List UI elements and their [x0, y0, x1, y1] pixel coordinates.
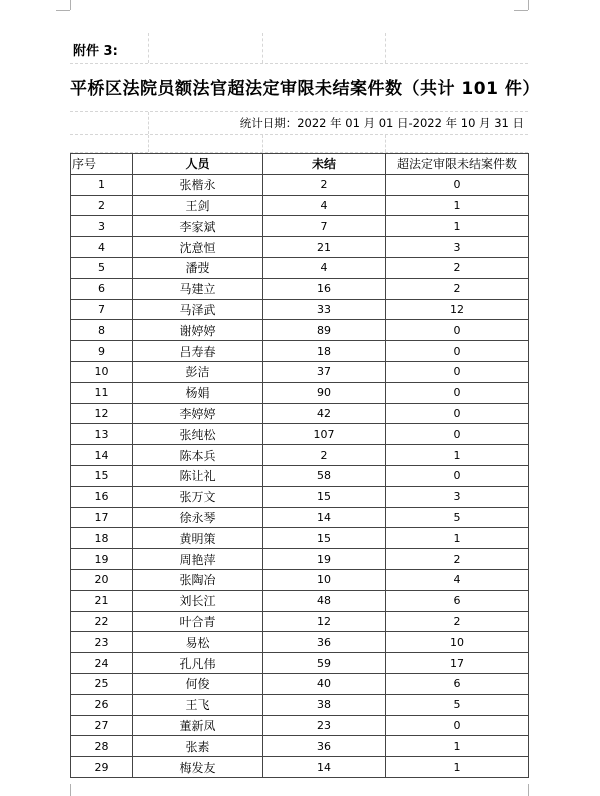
cell-name: 李婷婷: [133, 403, 263, 424]
cell-name: 张楷永: [133, 174, 263, 195]
table-row: [71, 673, 529, 694]
cell-overdue: 6: [386, 590, 529, 611]
table-row: [71, 195, 529, 216]
grid-line: [385, 33, 386, 63]
cell-no: 14: [71, 445, 133, 466]
table-row: [71, 424, 529, 445]
table-row: [71, 632, 529, 653]
cell-name: 陈让礼: [133, 465, 263, 486]
cell-pending: 23: [263, 715, 386, 736]
cell-no: 23: [71, 632, 133, 653]
cell-no: 12: [71, 403, 133, 424]
cell-name: 张万文: [133, 486, 263, 507]
col-header-pending: 未结: [263, 154, 386, 175]
cell-overdue: 5: [386, 507, 529, 528]
page-corner-mark: [528, 0, 543, 10]
cell-name: 刘长江: [133, 590, 263, 611]
cell-overdue: 0: [386, 320, 529, 341]
table-row: [71, 465, 529, 486]
cell-name: 杨娟: [133, 382, 263, 403]
cell-name: 谢婷婷: [133, 320, 263, 341]
table-row: [71, 237, 529, 258]
cell-pending: 90: [263, 382, 386, 403]
cell-name: 董新凤: [133, 715, 263, 736]
cell-no: 3: [71, 216, 133, 237]
table-row: [71, 299, 529, 320]
table-row: [71, 528, 529, 549]
cell-pending: 42: [263, 403, 386, 424]
cell-no: 7: [71, 299, 133, 320]
cell-name: 梅发友: [133, 757, 263, 778]
page-corner-mark: [56, 0, 71, 10]
cell-no: 18: [71, 528, 133, 549]
cell-name: 吕寿春: [133, 341, 263, 362]
cell-overdue: 0: [386, 361, 529, 382]
cell-no: 10: [71, 361, 133, 382]
cell-overdue: 1: [386, 736, 529, 757]
cell-pending: 40: [263, 673, 386, 694]
cell-pending: 16: [263, 278, 386, 299]
cell-pending: 14: [263, 507, 386, 528]
cell-pending: 58: [263, 465, 386, 486]
cell-no: 25: [71, 673, 133, 694]
title-row: [70, 64, 540, 112]
cell-overdue: 6: [386, 673, 529, 694]
table-row: [71, 341, 529, 362]
cell-name: 马泽武: [133, 299, 263, 320]
table-row: [71, 507, 529, 528]
cell-name: 彭洁: [133, 361, 263, 382]
col-header-overdue: 超法定审限未结案件数: [386, 154, 529, 175]
table-row: [71, 216, 529, 237]
cell-no: 21: [71, 590, 133, 611]
cell-no: 13: [71, 424, 133, 445]
cell-pending: 2: [263, 174, 386, 195]
cell-name: 张陶冶: [133, 569, 263, 590]
cell-pending: 18: [263, 341, 386, 362]
cell-pending: 107: [263, 424, 386, 445]
cell-no: 28: [71, 736, 133, 757]
grid-line: [385, 135, 386, 152]
cell-name: 王飞: [133, 694, 263, 715]
grid-line: [262, 33, 263, 63]
table-row: [71, 403, 529, 424]
cell-pending: 15: [263, 528, 386, 549]
cell-overdue: 2: [386, 257, 529, 278]
case-table: [70, 153, 529, 778]
cell-pending: 2: [263, 445, 386, 466]
cell-name: 徐永琴: [133, 507, 263, 528]
cell-no: 4: [71, 237, 133, 258]
grid-line: [262, 135, 263, 152]
grid-line: [148, 135, 149, 152]
cell-name: 黄明策: [133, 528, 263, 549]
table-row: [71, 736, 529, 757]
cell-name: 孔凡伟: [133, 653, 263, 674]
page-corner-mark: [56, 784, 71, 796]
cell-overdue: 2: [386, 549, 529, 570]
cell-pending: 48: [263, 590, 386, 611]
cell-no: 1: [71, 174, 133, 195]
cell-no: 19: [71, 549, 133, 570]
cell-pending: 14: [263, 757, 386, 778]
table-row: [71, 653, 529, 674]
cell-no: 11: [71, 382, 133, 403]
col-header-no: 序号: [71, 154, 133, 175]
cell-name: 李家斌: [133, 216, 263, 237]
cell-overdue: 0: [386, 382, 529, 403]
cell-no: 6: [71, 278, 133, 299]
cell-overdue: 2: [386, 611, 529, 632]
cell-no: 15: [71, 465, 133, 486]
cell-name: 叶合青: [133, 611, 263, 632]
attachment-row: [70, 33, 528, 64]
cell-no: 2: [71, 195, 133, 216]
cell-name: 沈意恒: [133, 237, 263, 258]
table-header-row: [71, 154, 529, 175]
cell-overdue: 1: [386, 757, 529, 778]
cell-pending: 36: [263, 736, 386, 757]
table-row: [71, 445, 529, 466]
cell-overdue: 4: [386, 569, 529, 590]
cell-no: 16: [71, 486, 133, 507]
cell-overdue: 0: [386, 715, 529, 736]
grid-line: [148, 33, 149, 63]
cell-name: 张纯松: [133, 424, 263, 445]
table-body: [71, 174, 529, 777]
table-row: [71, 757, 529, 778]
table-row: [71, 694, 529, 715]
blank-row: [70, 135, 528, 153]
cell-overdue: 5: [386, 694, 529, 715]
cell-overdue: 1: [386, 445, 529, 466]
table-row: [71, 611, 529, 632]
stat-row: [70, 112, 528, 135]
page-corner-mark: [56, 10, 70, 11]
cell-overdue: 17: [386, 653, 529, 674]
cell-pending: 33: [263, 299, 386, 320]
cell-name: 王剑: [133, 195, 263, 216]
cell-overdue: 3: [386, 486, 529, 507]
cell-no: 26: [71, 694, 133, 715]
cell-pending: 4: [263, 195, 386, 216]
cell-no: 20: [71, 569, 133, 590]
stat-period: 统计日期：2022 年 01 月 01 日-2022 年 10 月 31 日: [239, 116, 524, 130]
cell-overdue: 0: [386, 174, 529, 195]
table-row: [71, 257, 529, 278]
cell-name: 周艳萍: [133, 549, 263, 570]
cell-name: 张素: [133, 736, 263, 757]
cell-overdue: 0: [386, 403, 529, 424]
cell-pending: 19: [263, 549, 386, 570]
table-row: [71, 486, 529, 507]
col-header-person: 人员: [133, 154, 263, 175]
spreadsheet-page: [70, 33, 540, 778]
cell-overdue: 1: [386, 528, 529, 549]
cell-pending: 15: [263, 486, 386, 507]
cell-name: 马建立: [133, 278, 263, 299]
table-row: [71, 382, 529, 403]
page-corner-mark: [528, 784, 543, 796]
table-row: [71, 549, 529, 570]
cell-no: 17: [71, 507, 133, 528]
attachment-label: 附件 3:: [73, 44, 118, 59]
cell-name: 易松: [133, 632, 263, 653]
cell-name: 何俊: [133, 673, 263, 694]
grid-line: [148, 112, 149, 134]
table-row: [71, 361, 529, 382]
cell-pending: 38: [263, 694, 386, 715]
table-row: [71, 278, 529, 299]
cell-no: 24: [71, 653, 133, 674]
page-corner-mark: [514, 10, 528, 11]
cell-name: 潘弢: [133, 257, 263, 278]
table-row: [71, 174, 529, 195]
cell-overdue: 0: [386, 465, 529, 486]
table-row: [71, 320, 529, 341]
page-title: 平桥区法院员额法官超法定审限未结案件数（共计 101 件）: [70, 79, 540, 99]
table-row: [71, 715, 529, 736]
cell-name: 陈本兵: [133, 445, 263, 466]
cell-pending: 7: [263, 216, 386, 237]
cell-pending: 36: [263, 632, 386, 653]
cell-overdue: 0: [386, 424, 529, 445]
cell-no: 29: [71, 757, 133, 778]
cell-pending: 21: [263, 237, 386, 258]
cell-pending: 12: [263, 611, 386, 632]
cell-no: 8: [71, 320, 133, 341]
cell-overdue: 1: [386, 195, 529, 216]
cell-overdue: 2: [386, 278, 529, 299]
cell-pending: 37: [263, 361, 386, 382]
cell-pending: 59: [263, 653, 386, 674]
cell-overdue: 0: [386, 341, 529, 362]
cell-overdue: 12: [386, 299, 529, 320]
cell-pending: 4: [263, 257, 386, 278]
cell-pending: 10: [263, 569, 386, 590]
cell-overdue: 3: [386, 237, 529, 258]
cell-overdue: 10: [386, 632, 529, 653]
cell-no: 9: [71, 341, 133, 362]
cell-no: 22: [71, 611, 133, 632]
cell-overdue: 1: [386, 216, 529, 237]
cell-no: 5: [71, 257, 133, 278]
table-row: [71, 569, 529, 590]
table-row: [71, 590, 529, 611]
cell-pending: 89: [263, 320, 386, 341]
cell-no: 27: [71, 715, 133, 736]
